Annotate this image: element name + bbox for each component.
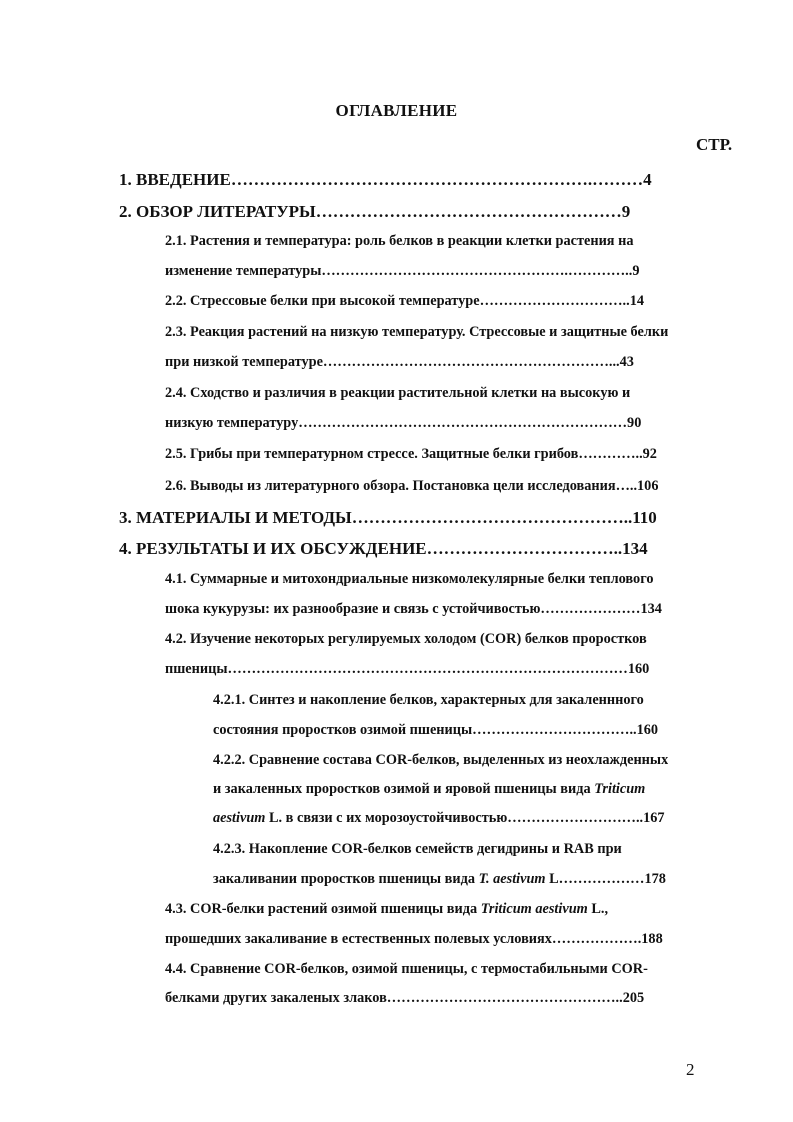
toc-entry-2-1: 2.1. Растения и температура: роль белков в реакции клетки растения на xyxy=(165,233,634,249)
toc-entry-4-4: 4.4. Сравнение COR-белков, озимой пшеницы, с термостабильными COR- xyxy=(165,961,648,977)
toc-entry-4-2-2: 4.2.2. Сравнение состава COR-белков, выделенных из неохлажденных xyxy=(213,752,669,768)
toc-title: ОГЛАВЛЕНИЕ xyxy=(335,101,458,120)
toc-entry-2-4: 2.4. Сходство и различия в реакции растительной клетки на высокую и xyxy=(165,385,631,401)
toc-entry-2-5: 2.5. Грибы при температурном стрессе. Защитные белки грибов…………..92 xyxy=(165,446,657,462)
toc-entry-4-2-cont: пшеницы…………………………………………………………………………160 xyxy=(165,661,650,677)
toc-entry-4-2-1-cont: состояния проростков озимой пшеницы……………………………..160 xyxy=(213,722,659,738)
toc-entry-4-2-2-cont1: и закаленных проростков озимой и яровой пшеницы вида Triticum xyxy=(213,781,646,797)
toc-entry-2-1-cont: изменение температуры…………………………………………….…………..9 xyxy=(165,263,640,279)
toc-entry-4-3: 4.3. COR-белки растений озимой пшеницы вида Triticum aestivum L., xyxy=(165,901,609,917)
toc-entry-4-2-3: 4.2.3. Накопление COR-белков семейств дегидрины и RAB при xyxy=(213,841,622,857)
toc-entry-4: 4. РЕЗУЛЬТАТЫ И ИХ ОБСУЖДЕНИЕ……………………………..134 xyxy=(119,539,648,558)
toc-entry-4-2-3-cont: закаливании проростков пшеницы вида T. aestivum L………………178 xyxy=(213,871,666,887)
toc-entry-1: 1. ВВЕДЕНИЕ……………………………………………………….………4 xyxy=(119,170,652,189)
toc-entry-2: 2. ОБЗОР ЛИТЕРАТУРЫ………………………………………………9 xyxy=(119,202,631,221)
toc-entry-4-2: 4.2. Изучение некоторых регулируемых холодом (COR) белков проростков xyxy=(165,631,647,647)
toc-entry-2-6: 2.6. Выводы из литературного обзора. Постановка цели исследования…..106 xyxy=(165,478,659,494)
toc-entry-4-1-cont: шока кукурузы: их разнообразие и связь с устойчивостью…………………134 xyxy=(165,601,662,617)
toc-entry-4-3-cont: прошедших закаливание в естественных полевых условиях……………….188 xyxy=(165,931,663,947)
toc-entry-2-3-cont: при низкой температуре……………………………………………………...43 xyxy=(165,354,634,370)
toc-entry-2-3: 2.3. Реакция растений на низкую температуру. Стрессовые и защитные белки xyxy=(165,324,669,340)
toc-entry-4-2-1: 4.2.1. Синтез и накопление белков, характерных для закаленнного xyxy=(213,692,644,708)
toc-entry-4-4-cont: белками других закаленых злаков…………………………………………..205 xyxy=(165,990,645,1006)
toc-entry-3: 3. МАТЕРИАЛЫ И МЕТОДЫ…………………………………………..110 xyxy=(119,508,657,527)
toc-entry-4-2-2-cont2: aestivum L. в связи с их морозоустойчивостью………………………..167 xyxy=(213,810,665,826)
toc-entry-4-1: 4.1. Суммарные и митохондриальные низкомолекулярные белки теплового xyxy=(165,571,654,587)
page-column-label: СТР. xyxy=(696,135,733,154)
toc-entry-2-4-cont: низкую температуру……………………………………………………………90 xyxy=(165,415,642,431)
page-number: 2 xyxy=(686,1060,695,1079)
toc-entry-2-2: 2.2. Стрессовые белки при высокой температуре…………………………..14 xyxy=(165,293,644,309)
